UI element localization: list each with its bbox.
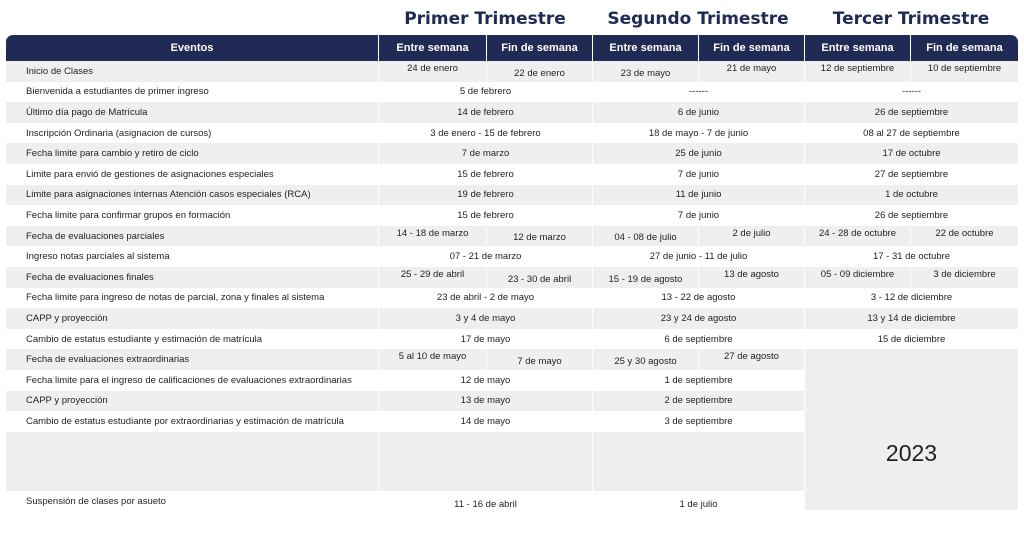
event-label: Suspensión de clases por asueto (6, 491, 378, 510)
t1-date: 15 de febrero (378, 164, 592, 185)
header-t2-fin-de-semana: Fin de semana (698, 35, 804, 61)
event-label: CAPP y proyección (6, 391, 378, 412)
segundo-trimestre-title: Segundo Trimestre (607, 9, 789, 29)
t3-entre-semana-date: 24 - 28 de octubre (804, 226, 910, 247)
t1-date: 11 - 16 de abril (378, 491, 592, 510)
t2-date: 1 de julio (592, 491, 804, 510)
event-label: Fecha limite para el ingreso de calificaciones de evaluaciones extraordinarias (6, 370, 378, 391)
t2-fin-de-semana-date: 13 de agosto (698, 267, 804, 288)
t3-date: 17 - 31 de octubre (804, 246, 1018, 267)
t2-date: ------ (592, 82, 804, 103)
t1-entre-semana-date: 24 de enero (378, 61, 486, 82)
event-label: Fecha limite para ingreso de notas de parcial, zona y finales al sistema (6, 288, 378, 309)
event-label: Bienvenida a estudiantes de primer ingreso (6, 82, 378, 103)
t3-date: 15 de diciembre (804, 329, 1018, 350)
t3-fin-de-semana-date: 3 de diciembre (910, 267, 1018, 288)
t2-date: 13 - 22 de agosto (592, 288, 804, 309)
tercer-trimestre-title: Tercer Trimestre (832, 9, 990, 29)
t2-date: 11 de junio (592, 185, 804, 206)
t2-fin-de-semana-date: 21 de mayo (698, 61, 804, 82)
event-label: Fecha limite para confirmar grupos en formación (6, 205, 378, 226)
t1-date: 12 de mayo (378, 370, 592, 391)
t1-date: 07 - 21 de marzo (378, 246, 592, 267)
t2-date: 6 de junio (592, 102, 804, 123)
t1-date: 3 y 4 de mayo (378, 308, 592, 329)
t1-date: 14 de febrero (378, 102, 592, 123)
header-t1-fin-de-semana: Fin de semana (486, 35, 592, 61)
t2-entre-semana-date: 25 y 30 agosto (592, 349, 698, 370)
t2-entre-semana-date: 04 - 08 de julio (592, 226, 698, 247)
t1-fin-de-semana-date: 12 de marzo (486, 226, 592, 247)
t1-fin-de-semana-date: 22 de enero (486, 61, 592, 82)
event-label: Inscripción Ordinaria (asignacion de cursos) (6, 123, 378, 144)
t2-date: 6 de septiembre (592, 329, 804, 350)
t1-entre-semana-date: 5 al 10 de mayo (378, 349, 486, 370)
t2-date (592, 432, 804, 491)
t3-date: ------ (804, 82, 1018, 103)
primer-trimestre-title: Primer Trimestre (404, 9, 566, 29)
t2-fin-de-semana-date: 2 de julio (698, 226, 804, 247)
event-label: Cambio de estatus estudiante por extraordinarias y estimación de matrícula (6, 411, 378, 432)
t2-date: 1 de septiembre (592, 370, 804, 391)
t1-date: 13 de mayo (378, 391, 592, 412)
t1-date: 14 de mayo (378, 411, 592, 432)
t3-date: 3 - 12 de diciembre (804, 288, 1018, 309)
t2-date: 27 de junio - 11 de julio (592, 246, 804, 267)
t3-date: 13 y 14 de diciembre (804, 308, 1018, 329)
t1-date (378, 432, 592, 491)
t1-entre-semana-date: 25 - 29 de abril (378, 267, 486, 288)
t1-date: 19 de febrero (378, 185, 592, 206)
t3-entre-semana-date: 12 de septiembre (804, 61, 910, 82)
t1-fin-de-semana-date: 7 de mayo (486, 349, 592, 370)
event-label: CAPP y proyección (6, 308, 378, 329)
t1-date: 23 de abril - 2 de mayo (378, 288, 592, 309)
header-t3-fin-de-semana: Fin de semana (910, 35, 1018, 61)
event-label: Fecha de evaluaciones parciales (6, 226, 378, 247)
t2-entre-semana-date: 15 - 19 de agosto (592, 267, 698, 288)
t2-date: 3 de septiembre (592, 411, 804, 432)
t2-date: 7 de junio (592, 164, 804, 185)
event-label: Limite para envió de gestiones de asignaciones especiales (6, 164, 378, 185)
t1-entre-semana-date: 14 - 18 de marzo (378, 226, 486, 247)
year-label: 2023 (804, 349, 1018, 509)
t3-date: 26 de septiembre (804, 205, 1018, 226)
t3-date: 1 de octubre (804, 185, 1018, 206)
t3-fin-de-semana-date: 10 de septiembre (910, 61, 1018, 82)
t2-fin-de-semana-date: 27 de agosto (698, 349, 804, 370)
t3-date: 08 al 27 de septiembre (804, 123, 1018, 144)
event-label: Cambio de estatus estudiante y estimación de matrícula (6, 329, 378, 350)
header-t2-entre-semana: Entre semana (592, 35, 698, 61)
t2-date: 18 de mayo - 7 de junio (592, 123, 804, 144)
event-label: Fecha de evaluaciones finales (6, 267, 378, 288)
t1-date: 17 de mayo (378, 329, 592, 350)
t1-date: 3 de enero - 15 de febrero (378, 123, 592, 144)
event-label: Ingreso notas parciales al sistema (6, 246, 378, 267)
event-label: Inicio de Clases (6, 61, 378, 82)
t3-date: 26 de septiembre (804, 102, 1018, 123)
t1-fin-de-semana-date: 23 - 30 de abril (486, 267, 592, 288)
t1-date: 7 de marzo (378, 143, 592, 164)
t2-date: 2 de septiembre (592, 391, 804, 412)
t3-date: 17 de octubre (804, 143, 1018, 164)
t1-date: 5 de febrero (378, 82, 592, 103)
header-t3-entre-semana: Entre semana (804, 35, 910, 61)
event-label (6, 432, 378, 491)
t3-date: 27 de septiembre (804, 164, 1018, 185)
t2-entre-semana-date: 23 de mayo (592, 61, 698, 82)
event-label: Fecha limite para cambio y retiro de ciclo (6, 143, 378, 164)
t3-entre-semana-date: 05 - 09 diciembre (804, 267, 910, 288)
calendar-table (6, 35, 1018, 510)
t2-date: 25 de junio (592, 143, 804, 164)
header-eventos: Eventos (6, 35, 378, 61)
event-label: Último día pago de Matrícula (6, 102, 378, 123)
t2-date: 7 de junio (592, 205, 804, 226)
event-label: Fecha de evaluaciones extraordinarias (6, 349, 378, 370)
event-label: Limite para asignaciones internas Atención casos especiales (RCA) (6, 185, 378, 206)
t1-date: 15 de febrero (378, 205, 592, 226)
header-t1-entre-semana: Entre semana (378, 35, 486, 61)
t3-fin-de-semana-date: 22 de octubre (910, 226, 1018, 247)
t2-date: 23 y 24 de agosto (592, 308, 804, 329)
